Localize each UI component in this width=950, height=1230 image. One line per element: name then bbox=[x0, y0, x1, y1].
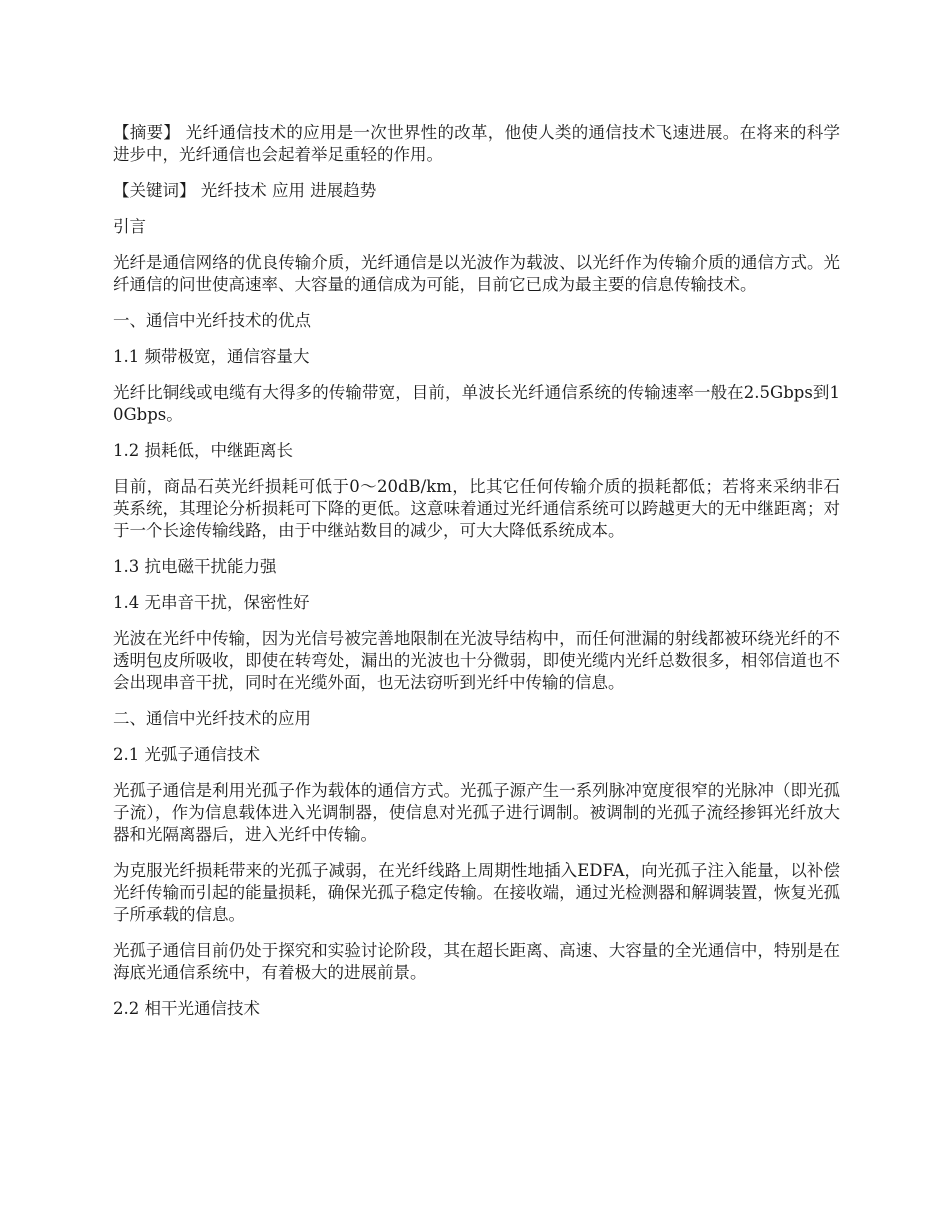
section-1-heading: 一、通信中光纤技术的优点 bbox=[113, 311, 311, 330]
subsection-2-1-paragraph-2: 为克服光纤损耗带来的光孤子减弱，在光纤线路上周期性地插入EDFA，向光孤子注入能量，以补偿光纤传输而引起的能量损耗，确保光孤子稳定传输。在接收端，通过光检测器和解调装置，恢复光孤子所承载的信息。 bbox=[113, 861, 840, 924]
subsection-1-4-paragraph: 光波在光纤中传输，因为光信号被完善地限制在光波导结构中，而任何泄漏的射线都被环绕光纤的不透明包皮所吸收，即使在转弯处，漏出的光波也十分微弱，即使光缆内光纤总数很多，相邻信道也不会出现串音干扰，同时在光缆外面，也无法窃听到光纤中传输的信息。 bbox=[113, 629, 840, 692]
intro-heading: 引言 bbox=[113, 217, 146, 236]
subsection-2-2-heading: 2.2 相干光通信技术 bbox=[113, 999, 260, 1018]
abstract: 【摘要】 光纤通信技术的应用是一次世界性的改革，他使人类的通信技术飞速进展。在将来的科学进步中，光纤通信也会起着举足重轻的作用。 bbox=[113, 123, 840, 164]
intro-paragraph: 光纤是通信网络的优良传输介质，光纤通信是以光波作为载波、以光纤作为传输介质的通信方式。光纤通信的问世使高速率、大容量的通信成为可能，目前它已成为最主要的信息传输技术。 bbox=[113, 253, 840, 294]
document-body bbox=[113, 122, 840, 1034]
subsection-1-1-paragraph: 光纤比铜线或电缆有大得多的传输带宽，目前，单波长光纤通信系统的传输速率一般在2.5Gbps到10Gbps。 bbox=[113, 383, 840, 424]
subsection-1-1-heading: 1.1 频带极宽，通信容量大 bbox=[113, 347, 310, 366]
section-2-heading: 二、通信中光纤技术的应用 bbox=[113, 709, 311, 728]
keywords: 【关键词】 光纤技术 应用 进展趋势 bbox=[113, 181, 377, 200]
subsection-1-3-heading: 1.3 抗电磁干扰能力强 bbox=[113, 557, 277, 576]
subsection-1-2-paragraph: 目前，商品石英光纤损耗可低于0～20dB/km，比其它任何传输介质的损耗都低；若将来采纳非石英系统，其理论分析损耗可下降的更低。这意味着通过光纤通信系统可以跨越更大的无中继距离；对于一个长途传输线路，由于中继站数目的减少，可大大降低系统成本。 bbox=[113, 477, 840, 540]
subsection-2-1-heading: 2.1 光弧子通信技术 bbox=[113, 745, 260, 764]
subsection-2-1-paragraph-1: 光孤子通信是利用光孤子作为载体的通信方式。光孤子源产生一系列脉冲宽度很窄的光脉冲（即光孤子流），作为信息载体进入光调制器，使信息对光孤子进行调制。被调制的光孤子流经掺铒光纤放大器和光隔离器后，进入光纤中传输。 bbox=[113, 781, 840, 844]
subsection-1-4-heading: 1.4 无串音干扰，保密性好 bbox=[113, 593, 310, 612]
subsection-2-1-paragraph-3: 光孤子通信目前仍处于探究和实验讨论阶段，其在超长距离、高速、大容量的全光通信中，特别是在海底光通信系统中，有着极大的进展前景。 bbox=[113, 941, 840, 982]
subsection-1-2-heading: 1.2 损耗低，中继距离长 bbox=[113, 441, 293, 460]
